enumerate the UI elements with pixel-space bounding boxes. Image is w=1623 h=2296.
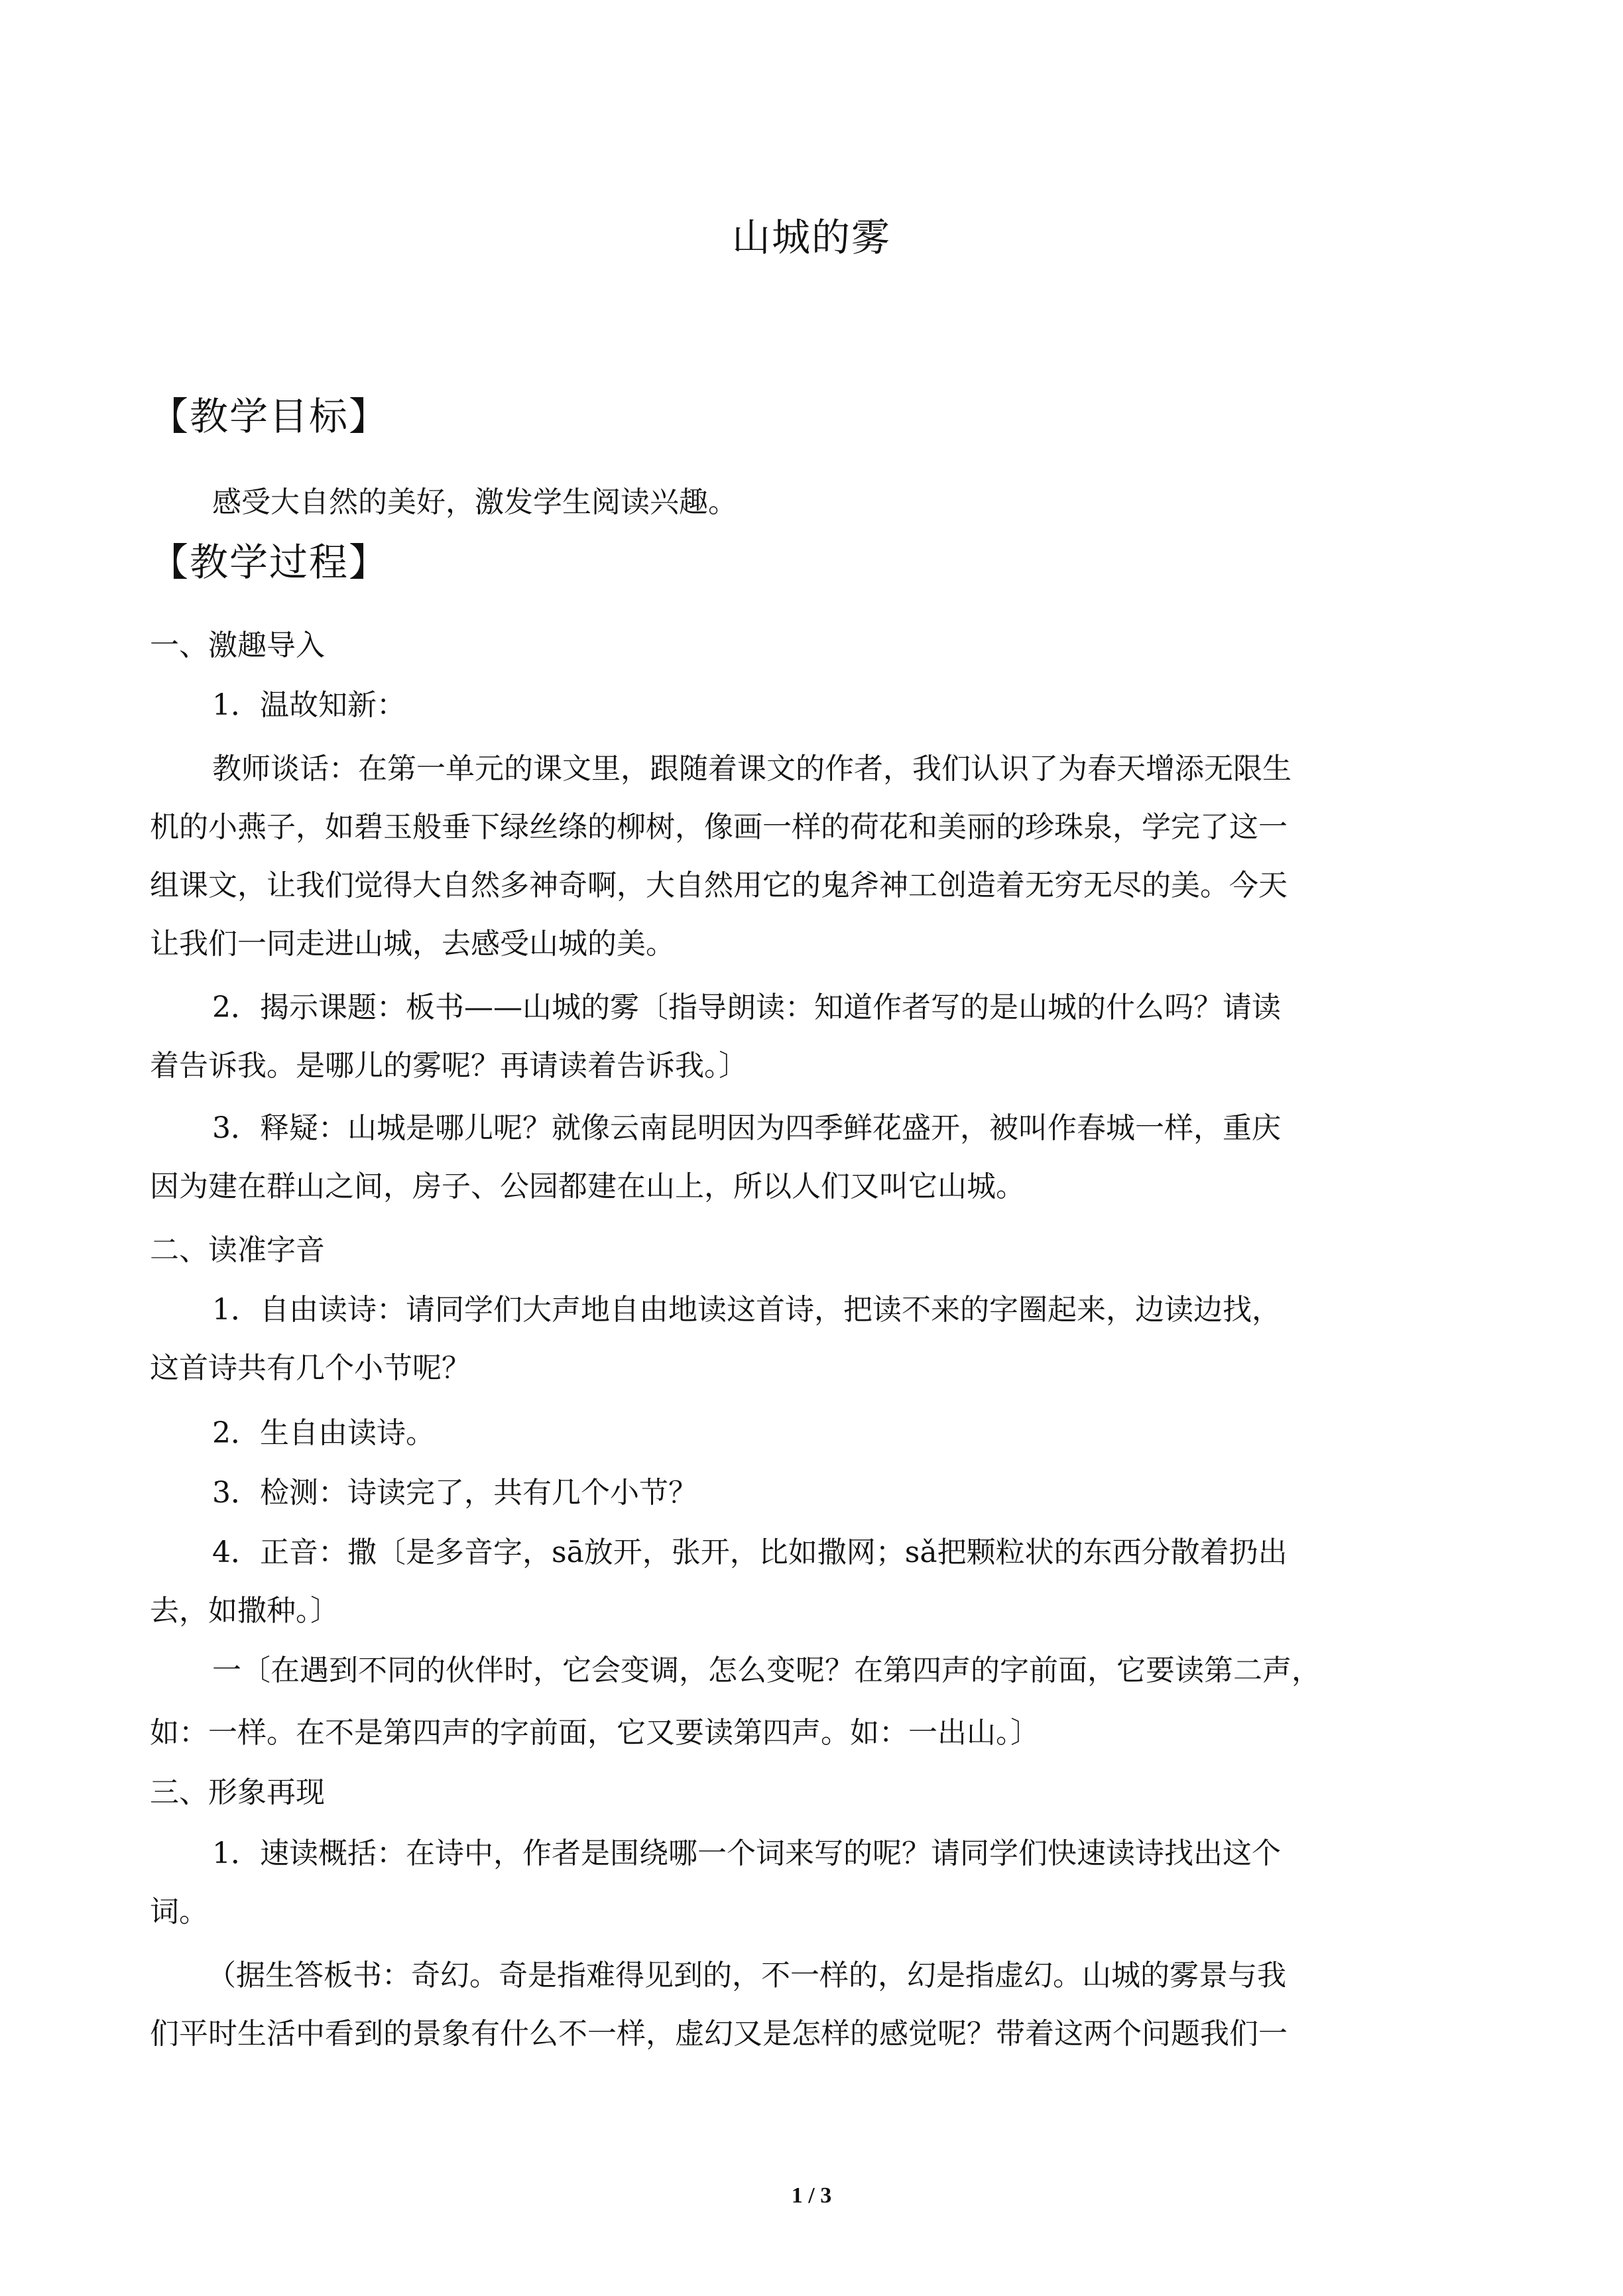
paragraph-line: 一〔在遇到不同的伙伴时，它会变调，怎么变呢？在第四声的字前面，它要读第二声， xyxy=(212,1654,1321,1687)
paragraph-line: 着告诉我。是哪儿的雾呢？再请读着告诉我。〕 xyxy=(150,1049,748,1083)
process-heading: 【教学过程】 xyxy=(150,540,389,585)
paragraph-line: 3．释疑：山城是哪儿呢？就像云南昆明因为四季鲜花盛开，被叫作春城一样，重庆 xyxy=(212,1111,1281,1145)
paragraph-line: 1．温故知新： xyxy=(212,688,406,722)
paragraph-line: 们平时生活中看到的景象有什么不一样，虚幻又是怎样的感觉呢？带着这两个问题我们一 xyxy=(150,2017,1288,2051)
paragraph-line: 如：一样。在不是第四声的字前面，它又要读第四声。如：一出山。〕 xyxy=(150,1716,1040,1750)
page-number: 1 / 3 xyxy=(791,2183,832,2208)
heading-imagery: 三、形象再现 xyxy=(150,1776,325,1809)
paragraph-line: 机的小燕子，如碧玉般垂下绿丝绦的柳树，像画一样的荷花和美丽的珍珠泉，学完了这一 xyxy=(150,810,1288,844)
paragraph-line: 这首诗共有几个小节呢？ xyxy=(150,1351,471,1385)
paragraph-line: 1．自由读诗：请同学们大声地自由地读这首诗，把读不来的字圈起来，边读边找， xyxy=(212,1293,1281,1327)
paragraph-line: 词。 xyxy=(150,1895,208,1929)
paragraph-line: 1．速读概括：在诗中，作者是围绕哪一个词来写的呢？请同学们快速读诗找出这个 xyxy=(212,1837,1281,1870)
paragraph-line: 组课文，让我们觉得大自然多神奇啊，大自然用它的鬼斧神工创造着无穷无尽的美。今天 xyxy=(150,869,1288,902)
goals-heading: 【教学目标】 xyxy=(150,394,389,439)
heading-pronunciation: 二、读准字音 xyxy=(150,1233,325,1267)
paragraph-line: 2．揭示课题：板书——山城的雾〔指导朗读：知道作者写的是山城的什么吗？请读 xyxy=(212,991,1281,1024)
paragraph-line: 2．生自由读诗。 xyxy=(212,1416,435,1450)
paragraph-line: 因为建在群山之间，房子、公园都建在山上，所以人们又叫它山城。 xyxy=(150,1170,1025,1203)
page-title: 山城的雾 xyxy=(731,215,891,260)
paragraph-line: 去，如撒种。〕 xyxy=(150,1594,339,1628)
heading-intro: 一、激趣导入 xyxy=(150,629,325,662)
paragraph-line: 3．检测：诗读完了，共有几个小节？ xyxy=(212,1476,697,1510)
paragraph-line: 让我们一同走进山城，去感受山城的美。 xyxy=(150,927,675,961)
paragraph-line: 教师谈话：在第一单元的课文里，跟随着课文的作者，我们认识了为春天增添无限生 xyxy=(212,752,1292,786)
paragraph-line: 4．正音：撒〔是多音字，sā放开，张开，比如撒网；sǎ把颗粒状的东西分散着扔出 xyxy=(212,1536,1288,1569)
paragraph-line: （据生答板书：奇幻。奇是指难得见到的，不一样的，幻是指虚幻。山城的雾景与我 xyxy=(207,1959,1286,1992)
goals-text: 感受大自然的美好，激发学生阅读兴趣。 xyxy=(212,485,737,519)
